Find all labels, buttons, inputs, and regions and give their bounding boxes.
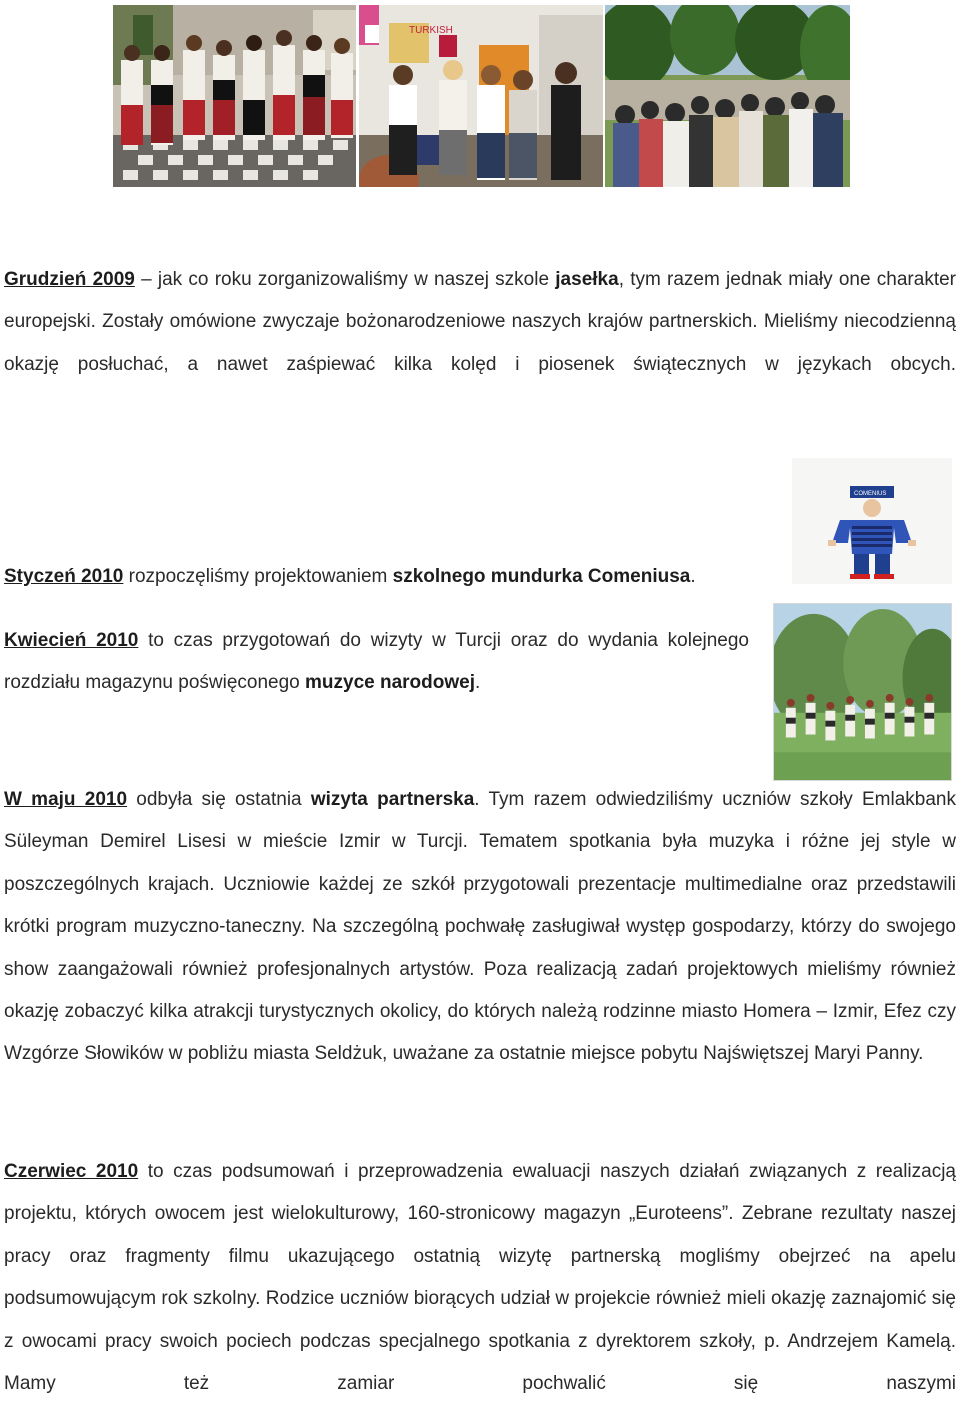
text: , tym razem jednak miały one charakter europejski. Zostały omówione zwyczaje bożonarodzeniowe naszych krajów partnerskich. Mieliśmy niecodzienną okazję posłuchać, a nawet zaśpiewać kilka kolęd i piosenek świątecznych w językach obcych. xyxy=(4,269,956,375)
folk-dancers-meadow-photo xyxy=(773,603,952,781)
text: to czas przygotowań do wizyty w Turcji oraz do wydania kolejnego rozdziału magazynu poświęconego xyxy=(4,630,749,694)
bold-term: muzyce narodowej xyxy=(305,672,476,694)
comenius-uniform-drawing xyxy=(792,458,952,584)
text: . Tym razem odwiedziliśmy uczniów szkoły Emlakbank Süleyman Demirel Lisesi w mieście Izmir w Turcji. Tematem spotkania była muzyka i różne jej style w poszczególnych krajach. Uczniowie każdej ze szkół przygotowali prezentacje multimedialne oraz przedstawili krótki program muzyczno-taneczny. Na szczególną pochwałę zasługiwał występ gospodarzy, którzy do swojego show zaangażowali również profesjonalnych artystów. Poza realizacją zadań projektowych mieliśmy również okazję zobaczyć kilka atrakcji turystycznych okolicy, do których należą rodzinne miasto Homera – Izmir, Efez czy Wzgórze Słowików w pobliżu miasta Seldżuk, uważane za ostatnie miejsce pobytu Najświętszej Maryi Panny. xyxy=(4,789,956,1065)
text: rozpoczęliśmy projektowaniem xyxy=(123,566,393,587)
bold-term: wizyta partnerska xyxy=(310,789,475,810)
folk-dance-children-photo xyxy=(113,5,356,187)
date-may-2010: W maju 2010 xyxy=(4,789,128,810)
svg-text:COMENIUS: COMENIUS xyxy=(854,491,887,497)
paragraph-december-2009 xyxy=(4,259,956,386)
students-presentation-photo xyxy=(359,5,603,187)
date-december-2009: Grudzień 2009 xyxy=(4,269,135,290)
date-april-2010: Kwiecień 2010 xyxy=(4,630,139,651)
bold-term: szkolnego mundurka Comeniusa xyxy=(392,566,691,587)
outdoor-group-photo xyxy=(605,5,850,187)
paragraph-june-2010 xyxy=(4,1151,956,1405)
date-january-2010: Styczeń 2010 xyxy=(4,566,124,587)
text: . xyxy=(475,672,481,694)
text: to czas podsumowań i przeprowadzenia ewaluacji naszych działań związanych z realizacją projektu, których owocem jest wielokulturowy, 160-stronicowy magazyn „Euroteens”. Zebrane rezultaty naszej pracy oraz fragmenty filmu ukazującego ostatnią wizytę partnerską mogliśmy obejrzeć na apelu podsumowującym rok szkolny. Rodzice uczniów biorących udział w projekcie również mieli okazję zaznajomić się z owocami pracy swoich pociech podczas specjalnego spotkania z dyrektorem szkoły, p. Andrzejem Kamelą. Mamy też zamiar pochwalić się naszymi xyxy=(4,1161,956,1395)
paragraph-may-2010 xyxy=(4,779,956,1076)
paragraph-april-2010 xyxy=(4,620,749,705)
date-june-2010: Czerwiec 2010 xyxy=(4,1161,139,1182)
bold-term: jasełka xyxy=(555,269,619,290)
paragraph-january-2010 xyxy=(4,556,774,598)
text: odbyła się ostatnia xyxy=(127,789,311,810)
svg-text:TURKISH: TURKISH xyxy=(409,25,453,36)
text: . xyxy=(690,566,696,587)
text: – jak co roku zorganizowaliśmy w naszej szkole xyxy=(134,269,556,290)
